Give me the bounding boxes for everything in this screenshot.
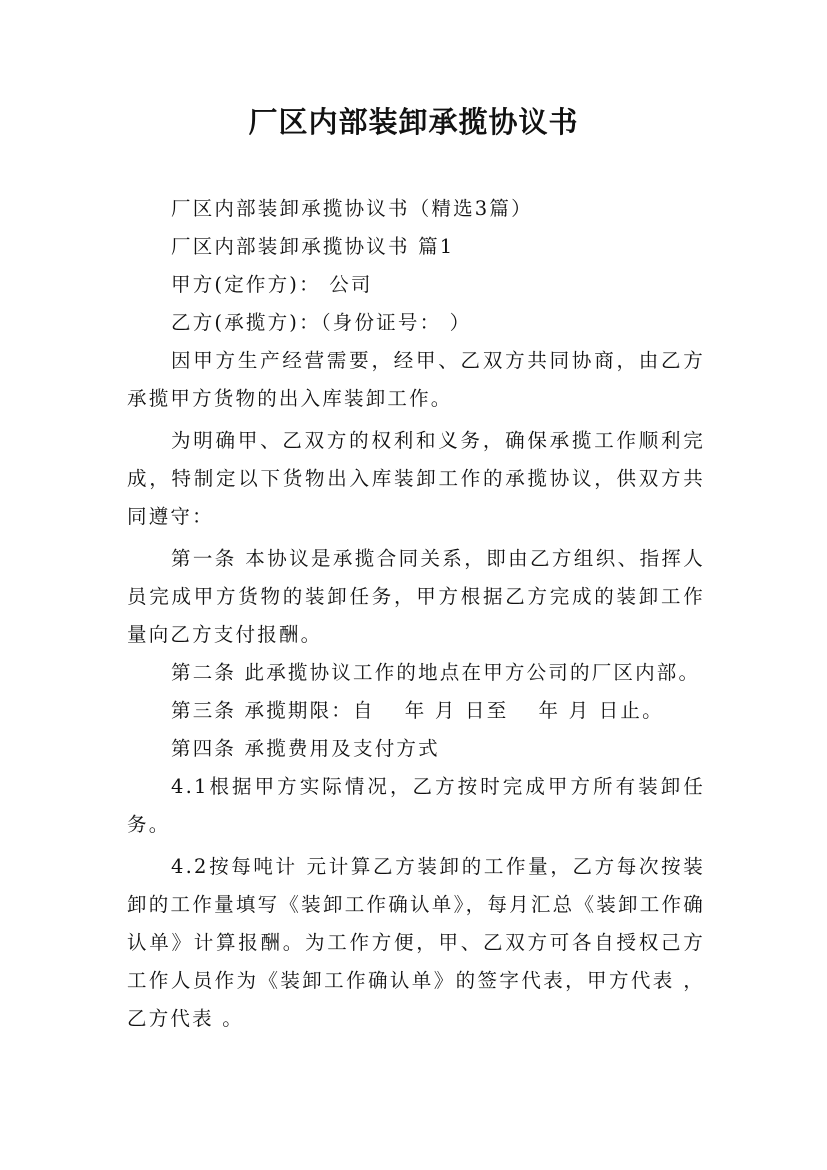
paragraph-article-4: 第四条 承揽费用及支付方式 <box>171 737 440 760</box>
paragraph-collection-title: 厂区内部装卸承揽协议书（精选3篇） <box>171 197 533 220</box>
paragraph-article-3: 第三条 承揽期限：自 年 月 日至 年 月 日止。 <box>171 699 664 722</box>
paragraph-clause-4-2: 4.2按每吨计 元计算乙方装卸的工作量，乙方每次按装卸的工作量填写《装卸工作确认单》，每月汇总《装卸工作确认单》计算报酬。为工作方便，甲、乙双方可各自授权己方工作人员作为《装卸工作确认单》的签字代表，甲方代表 ，乙方代表 。 <box>127 855 705 1030</box>
paragraph-article-2: 第二条 此承揽协议工作的地点在甲方公司的厂区内部。 <box>171 661 701 684</box>
paragraph-clause-4-1: 4.1根据甲方实际情况，乙方按时完成甲方所有装卸任务。 <box>127 775 705 836</box>
paragraph-party-b: 乙方(承揽方)：（身份证号： ） <box>171 311 472 334</box>
document-body <box>127 190 705 1038</box>
paragraph-section-heading: 厂区内部装卸承揽协议书 篇1 <box>171 235 455 258</box>
paragraph-intro: 因甲方生产经营需要，经甲、乙双方共同协商，由乙方承揽甲方货物的出入库装卸工作。 <box>127 349 705 410</box>
paragraph-article-1: 第一条 本协议是承揽合同关系，即由乙方组织、指挥人员完成甲方货物的装卸任务，甲方根据乙方完成的装卸工作量向乙方支付报酬。 <box>127 547 705 646</box>
paragraph-purpose: 为明确甲、乙双方的权利和义务，确保承揽工作顺利完成，特制定以下货物出入库装卸工作的承揽协议，供双方共同遵守： <box>127 429 705 528</box>
document-title: 厂区内部装卸承揽协议书 <box>248 105 579 139</box>
paragraph-party-a: 甲方(定作方)： 公司 <box>171 273 373 296</box>
